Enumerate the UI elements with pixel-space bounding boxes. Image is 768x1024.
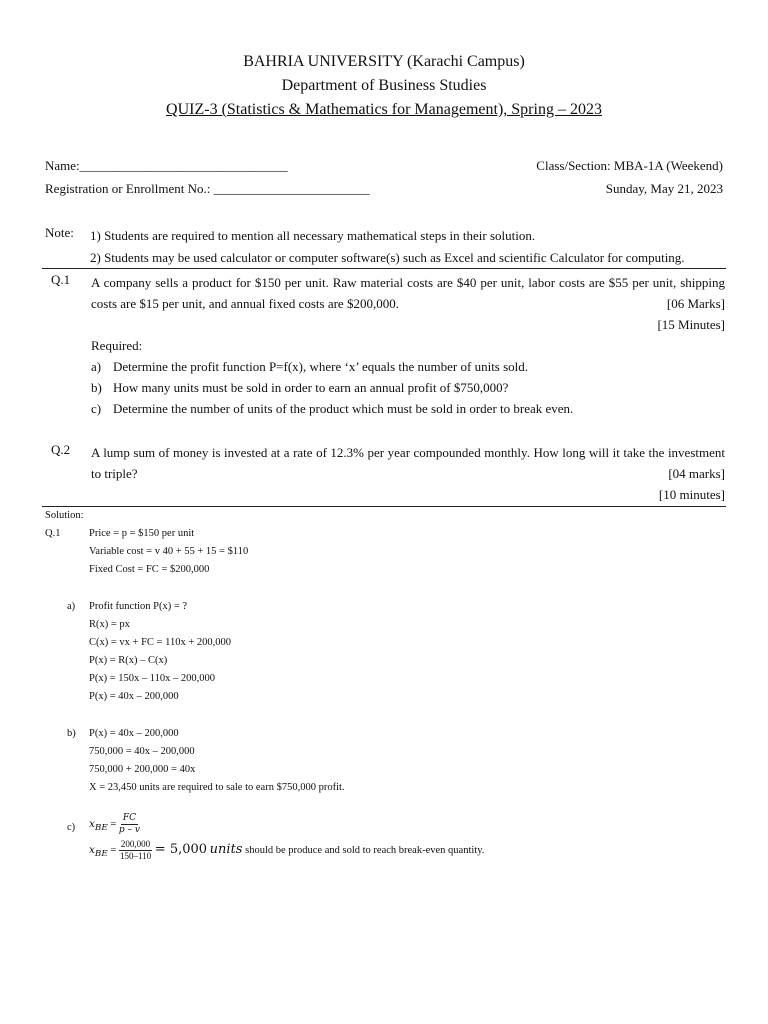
given-line: Variable cost = v 40 + 55 + 15 = $110 [89, 546, 249, 557]
value-fraction [119, 839, 152, 862]
part-c-label: c) [67, 822, 76, 833]
x-var: x [89, 843, 95, 856]
be-subscript: BE [94, 823, 108, 833]
step-line: X = 23,450 units are required to sale to earn $750,000 profit. [89, 782, 345, 793]
step-line: C(x) = vx + FC = 110x + 200,000 [89, 637, 232, 648]
class-section: Class/Section: MBA-1A (Weekend) [536, 158, 723, 173]
fraction-numerator: 200,000 [120, 839, 151, 849]
equals-sign: = [110, 844, 117, 856]
given-values [89, 525, 489, 579]
item-label: a) [91, 359, 102, 374]
fraction-denominator: 150–110 [119, 851, 152, 861]
step-line: P(x) = 150x – 110x – 200,000 [89, 673, 215, 684]
part-a-steps [89, 598, 489, 706]
break-even-result [89, 839, 609, 863]
question-number: Q.2 [51, 442, 71, 457]
step-line: P(x) = 40x – 200,000 [89, 691, 179, 702]
given-line: Fixed Cost = FC = $200,000 [89, 564, 210, 575]
question-marks: [06 Marks] [666, 296, 725, 311]
break-even-note: should be produce and sold to reach break-even quantity. [245, 844, 485, 856]
question-number: Q.1 [51, 272, 71, 287]
required-item-b [91, 377, 725, 398]
question-text: A company sells a product for $150 per unit. Raw material costs are $40 per unit, labor costs are $55 per unit, shipping costs are $15 per unit, and annual fixed costs are $200,000. [91, 275, 725, 311]
break-even-formula [89, 813, 569, 837]
university-name: BAHRIA UNIVERSITY (Karachi Campus) [243, 53, 525, 70]
required-label: Required: [91, 338, 143, 353]
question-text: A lump sum of money is invested at a rate of 12.3% per year compounded monthly. How long will it take the investment to triple? [91, 445, 725, 481]
item-label: b) [91, 380, 102, 395]
info-row-2 [45, 181, 723, 197]
divider-1 [42, 268, 726, 269]
xbe-symbol [89, 843, 108, 859]
break-even-value: = 5,000 [154, 841, 208, 857]
info-row-1 [45, 158, 723, 174]
note-line-2: 2) Students may be used calculator or computer software(s) such as Excel and scientific Calculator for computing. [90, 250, 685, 265]
required-item-c [91, 398, 725, 419]
formula-fraction [119, 813, 140, 836]
question-time: [15 Minutes] [657, 317, 725, 332]
document-header [0, 50, 768, 122]
x-var: x [89, 817, 95, 830]
step-line: Profit function P(x) = ? [89, 601, 188, 612]
quiz-title: QUIZ-3 (Statistics & Mathematics for Management), Spring – 2023 [166, 101, 602, 118]
fraction-denominator: p – v [118, 825, 140, 835]
be-subscript: BE [94, 849, 108, 859]
part-b-steps [89, 725, 509, 797]
step-line: P(x) = 40x – 200,000 [89, 728, 179, 739]
equals-sign: = [110, 818, 117, 830]
solution-q1-label: Q.1 [45, 528, 61, 539]
step-line: P(x) = R(x) – C(x) [89, 655, 168, 666]
part-a-label: a) [67, 601, 76, 612]
note-label: Note: [45, 225, 74, 240]
item-text: How many units must be sold in order to earn an annual profit of $750,000? [113, 380, 509, 395]
step-line: 750,000 + 200,000 = 40x [89, 764, 196, 775]
step-line: R(x) = px [89, 619, 130, 630]
xbe-symbol [89, 817, 108, 833]
note-line-1: 1) Students are required to mention all necessary mathematical steps in their solution. [90, 228, 536, 243]
part-b-label: b) [67, 728, 76, 739]
given-line: Price = p = $150 per unit [89, 528, 195, 539]
divider-2 [42, 506, 726, 507]
item-label: c) [91, 401, 102, 416]
quiz-date: Sunday, May 21, 2023 [605, 181, 723, 196]
fraction-numerator: FC [122, 813, 137, 823]
department-name: Department of Business Studies [281, 77, 487, 94]
required-item-a [91, 356, 725, 377]
question-marks: [04 marks] [668, 466, 725, 481]
solution-label: Solution: [45, 510, 84, 521]
units-label: units [209, 841, 243, 857]
item-text: Determine the number of units of the product which must be sold in order to break even. [113, 401, 574, 416]
name-field: Name:________________________________ [45, 158, 288, 173]
question-time: [10 minutes] [658, 487, 725, 502]
registration-field: Registration or Enrollment No.: ________________________ [45, 181, 370, 196]
item-text: Determine the profit function P=f(x), where ‘x’ equals the number of units sold. [113, 359, 529, 374]
step-line: 750,000 = 40x – 200,000 [89, 746, 195, 757]
